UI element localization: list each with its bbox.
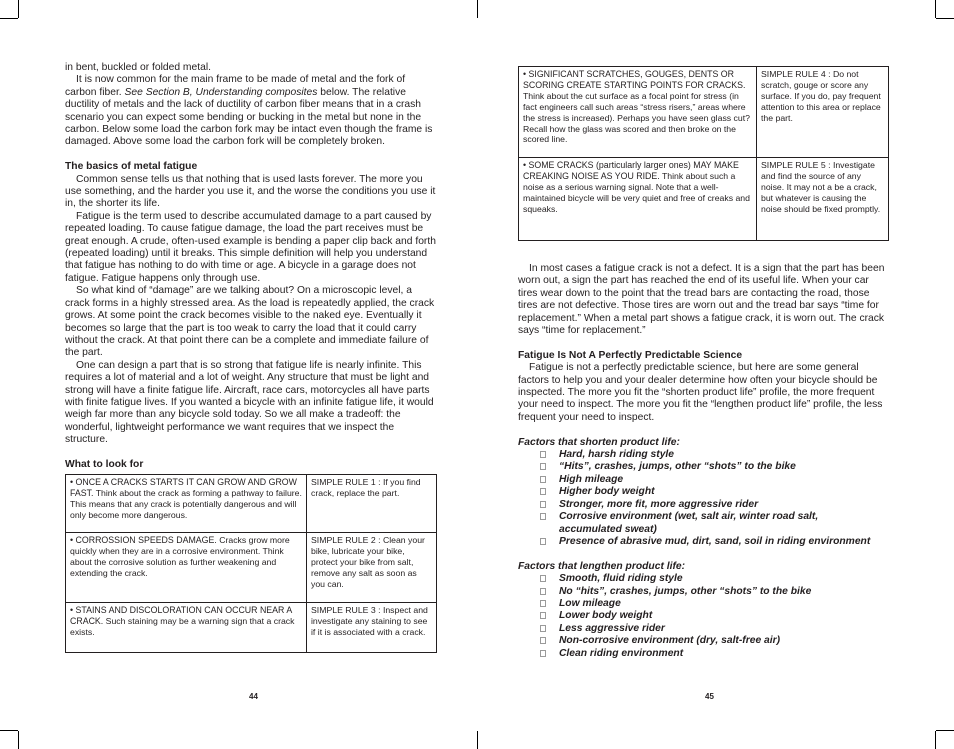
- table-cell-description: [66, 603, 307, 653]
- list-item: Clean riding environment: [518, 648, 889, 660]
- cell-text: Such staining may be a warning sign that a crack exists.: [70, 616, 295, 638]
- checkbox-glyph-icon: [540, 501, 546, 508]
- checkbox-glyph-icon: [540, 513, 546, 520]
- section-heading: Fatigue Is Not A Perfectly Predictable Science: [518, 349, 743, 361]
- cell-text: Think about the crack as forming a pathway to failure. This means that any crack is potentially dangerous and will only become more dangerous.: [70, 488, 302, 521]
- table-row: [66, 475, 437, 533]
- page-number: 45: [705, 692, 714, 701]
- table-cell-rule: SIMPLE RULE 3 : Inspect and investigate any staining to see if it is associated with a crack.: [307, 603, 437, 653]
- checkbox-glyph-icon: [540, 451, 546, 458]
- table-row: [519, 67, 889, 158]
- checkbox-glyph-icon: [540, 650, 546, 657]
- section-heading: The basics of metal fatigue: [65, 161, 198, 173]
- table-cell-description: [66, 475, 307, 533]
- section-reference: See Section B, Understanding composites: [124, 86, 318, 98]
- list-item: Presence of abrasive mud, dirt, sand, soil in riding environment: [518, 536, 889, 548]
- list-item: Hard, harsh riding style: [518, 449, 889, 461]
- checkbox-glyph-icon: [540, 588, 546, 595]
- list-item: Less aggressive rider: [518, 623, 889, 635]
- checkbox-glyph-icon: [540, 600, 546, 607]
- cell-caption: • SOME CRACKS (particularly larger ones) MAY MAKE CREAKING NOISE AS YOU RIDE.: [523, 160, 739, 181]
- checkbox-glyph-icon: [540, 476, 546, 483]
- cell-caption: • SIGNIFICANT SCRATCHES, GOUGES, DENTS OR SCORING CREATE STARTING POINTS FOR CRACKS.: [523, 69, 746, 90]
- table-cell-rule: SIMPLE RULE 4 : Do not scratch, gouge or score any surface. If you do, pay frequent attention to this area or replace the part.: [757, 67, 889, 158]
- paragraph: So what kind of “damage” are we talking about? On a microscopic level, a crack forms in a highly stressed area. As the load is repeatedly applied, the crack grows. At some point the crack becomes visible to the naked eye. Eventually it becomes so large that the part is too weak to carry the load that it could carry without the crack. At that point there can be a complete and immediate failure of the part.: [65, 285, 435, 359]
- paragraph: Fatigue is not a perfectly predictable science, but here are some general factors to help you and your dealer determine how often your bicycle should be inspected. The more you fit the “shorten product life” profile, the more frequent your need to inspect. The more you fit the “lengthen product life” profile, the less frequent your need to inspect.: [518, 362, 883, 423]
- inspection-table: [518, 66, 889, 241]
- shorten-list: [518, 449, 889, 548]
- table-cell-description: [66, 533, 307, 603]
- checkbox-glyph-icon: [540, 538, 546, 545]
- cell-caption: • CORROSSION SPEEDS DAMAGE.: [70, 535, 217, 546]
- page-number: 44: [249, 692, 258, 701]
- cell-text: Think about such a noise as a serious warning signal. Note that a well-maintained bicycle will be very quiet and free of creaks and squeaks.: [523, 170, 750, 214]
- checkbox-glyph-icon: [540, 488, 546, 495]
- table-cell-rule: SIMPLE RULE 1 : If you find crack, replace the part.: [307, 475, 437, 533]
- right-page: [477, 0, 954, 749]
- list-item: Stronger, more fit, more aggressive rider: [518, 499, 889, 511]
- checkbox-glyph-icon: [540, 625, 546, 632]
- paragraph: In most cases a fatigue crack is not a defect. It is a sign that the part has been worn out, a sign the part has reached the end of its useful life. When your car tires wear down to the point that the tread bars are contacting the road, those tires are not defective. Those tires are worn out and the tread bar says “time for replacement.” When a metal part shows a fatigue crack, it is worn out. The crack says “time for replacement.”: [518, 263, 885, 337]
- list-item: No “hits”, crashes, jumps, other “shots” to the bike: [518, 586, 889, 598]
- table-cell-rule: SIMPLE RULE 2 : Clean your bike, lubricate your bike, protect your bike from salt, remove any salt as soon as you can.: [307, 533, 437, 603]
- inspection-table: [65, 474, 437, 653]
- paragraph: Common sense tells us that nothing that is used lasts forever. The more you use something, and the harder you use it, and the worse the conditions you use it in, the shorter its life.: [65, 173, 436, 210]
- right-column: [518, 66, 889, 660]
- table-cell-rule: SIMPLE RULE 5 : Investigate and find the source of any noise. It may not a be a crack, but whatever is causing the noise should be fixed promptly.: [757, 158, 889, 241]
- lengthen-list: [518, 573, 889, 660]
- paragraph: One can design a part that is so strong that fatigue life is nearly infinite. This requires a lot of material and a lot of weight. Any structure that must be light and strong will have a finite fatigue life. Aircraft, race cars, motorcycles all have parts with finite fatigue lives. If you wanted a bicycle with an infinite fatigue life, it would weigh far more than any bicycle sold today. So we all make a tradeoff: the wonderful, lightweight performance we want requires that we inspect the structure.: [65, 359, 434, 446]
- checkbox-glyph-icon: [540, 612, 546, 619]
- table-row: [519, 158, 889, 241]
- cell-caption: • STAINS AND DISCOLORATION CAN OCCUR NEAR A CRACK.: [70, 605, 292, 627]
- cell-caption: • ONCE A CRACKS STARTS IT CAN GROW AND GROW FAST.: [70, 477, 297, 499]
- checkbox-glyph-icon: [540, 637, 546, 644]
- list-item: Corrosive environment (wet, salt air, winter road salt, accumulated sweat): [518, 511, 889, 536]
- table-row: [66, 603, 437, 653]
- table-row: [66, 533, 437, 603]
- paragraph-text: below. The relative ductility of metals and the lack of ductility of carbon fiber means that in a crash scenario you can expect some bending or bucking in the metal but none in the carbon. Below some load the carbon fork may be intact even though the frame is damaged. Above some load the carbon fork will be completely broken.: [65, 86, 433, 148]
- checkbox-glyph-icon: [540, 463, 546, 470]
- paragraph: [65, 74, 437, 148]
- paragraph: Fatigue is the term used to describe accumulated damage to a part caused by repeated loading. To cause fatigue damage, the load the part receives must be great enough. A crude, often-used example is bending a paper clip back and forth (repeated loading) until it breaks. This simple definition will help you understand that fatigue has nothing to do with time or age. A bicycle in a garage does not fatigue. Fatigue happens only through use.: [65, 210, 436, 284]
- paragraph-text: It is now common for the main frame to be made of metal and the fork of carbon fiber.: [65, 74, 406, 98]
- list-item: High mileage: [518, 474, 889, 486]
- list-item: Lower body weight: [518, 610, 889, 622]
- cell-text: Think about the cut surface as a focal point for stress (in fact engineers call such areas “stress risers,” areas where the stress is increased). Perhaps you have seen glass cut? Recall how the glass was scored and then broke on the scored line.: [523, 90, 750, 145]
- list-item: “Hits”, crashes, jumps, other “shots” to the bike: [518, 461, 889, 473]
- section-heading: What to look for: [65, 458, 144, 470]
- list-item: Low mileage: [518, 598, 889, 610]
- list-item: Non-corrosive environment (dry, salt-free air): [518, 635, 889, 647]
- shorten-heading: Factors that shorten product life:: [518, 436, 680, 448]
- table-cell-description: [519, 67, 757, 158]
- list-item: Higher body weight: [518, 486, 889, 498]
- intro-line: in bent, buckled or folded metal.: [65, 62, 211, 73]
- left-column: [65, 62, 437, 653]
- cell-text: Cracks grow more quickly when they are in a corrosive environment. Think about the corrosive solution as further weakening and extending the crack.: [70, 535, 290, 579]
- checkbox-glyph-icon: [540, 575, 546, 582]
- table-cell-description: [519, 158, 757, 241]
- list-item: Smooth, fluid riding style: [518, 573, 889, 585]
- lengthen-heading: Factors that lengthen product life:: [518, 560, 686, 572]
